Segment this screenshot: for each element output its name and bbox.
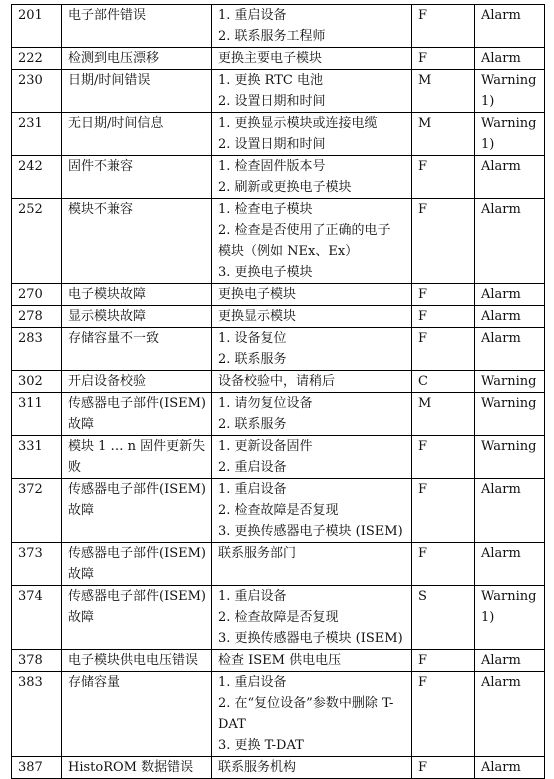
behavior-cell bbox=[475, 328, 545, 371]
remedy-cell-line: 2. 设置日期和时间 bbox=[218, 137, 326, 152]
diagnostic-code-cell: 387 bbox=[12, 757, 62, 779]
table-row bbox=[12, 5, 545, 48]
remedy-cell-line: 3. 更换 T-DAT bbox=[218, 738, 304, 753]
behavior-cell bbox=[475, 757, 545, 779]
class-cell: F bbox=[412, 48, 475, 70]
diagnostic-name-cell bbox=[62, 650, 212, 672]
diagnostic-name-cell bbox=[62, 672, 212, 757]
diagnostic-name-cell-line: 模块不兼容 bbox=[68, 202, 134, 217]
diagnostic-code-cell: 378 bbox=[12, 650, 62, 672]
remedy-cell-line: 2. 设置日期和时间 bbox=[218, 94, 326, 109]
remedy-cell bbox=[212, 113, 412, 156]
remedy-cell bbox=[212, 650, 412, 672]
behavior-cell bbox=[475, 436, 545, 479]
diagnostic-name-cell bbox=[62, 586, 212, 650]
remedy-cell bbox=[212, 436, 412, 479]
diagnostics-table-body bbox=[12, 5, 545, 779]
behavior-cell-line: Alarm bbox=[481, 309, 521, 324]
diagnostic-name-cell bbox=[62, 479, 212, 543]
diagnostic-code-cell: 383 bbox=[12, 672, 62, 757]
remedy-cell-line: 2. 联系服务工程师 bbox=[218, 29, 326, 44]
diagnostic-code-cell: 252 bbox=[12, 199, 62, 284]
diagnostic-name-cell bbox=[62, 393, 212, 436]
remedy-cell bbox=[212, 70, 412, 113]
remedy-cell-line: 联系服务部门 bbox=[218, 546, 297, 561]
table-row bbox=[12, 543, 545, 586]
remedy-cell-line: 2. 在“复位设备”参数中删除 T- bbox=[218, 696, 394, 711]
remedy-cell-line: 3. 更换电子模块 bbox=[218, 265, 313, 280]
behavior-cell-line: Alarm bbox=[481, 546, 521, 561]
behavior-cell bbox=[475, 371, 545, 393]
class-cell: F bbox=[412, 328, 475, 371]
behavior-cell-line: 1) bbox=[481, 137, 495, 152]
diagnostic-name-cell bbox=[62, 306, 212, 328]
class-cell: C bbox=[412, 371, 475, 393]
remedy-cell-line: 1. 请勿复位设备 bbox=[218, 396, 313, 411]
behavior-cell-line: Alarm bbox=[481, 159, 521, 174]
diagnostic-code-cell: 278 bbox=[12, 306, 62, 328]
behavior-cell bbox=[475, 306, 545, 328]
behavior-cell-line: Alarm bbox=[481, 482, 521, 497]
remedy-cell-line: 设备校验中，请稍后 bbox=[218, 374, 336, 389]
table-row bbox=[12, 113, 545, 156]
remedy-cell-line: 2. 检查故障是否复现 bbox=[218, 503, 339, 518]
remedy-cell bbox=[212, 586, 412, 650]
diagnostic-name-cell bbox=[62, 48, 212, 70]
diagnostic-name-cell-line: 显示模块故障 bbox=[68, 309, 147, 324]
remedy-cell-line: 1. 重启设备 bbox=[218, 589, 287, 604]
diagnostic-name-cell bbox=[62, 436, 212, 479]
diagnostic-code-cell: 230 bbox=[12, 70, 62, 113]
diagnostic-code-cell: 331 bbox=[12, 436, 62, 479]
diagnostic-code-cell: 373 bbox=[12, 543, 62, 586]
behavior-cell-line: Alarm bbox=[481, 287, 521, 302]
diagnostic-name-cell-line: 故障 bbox=[68, 610, 95, 625]
behavior-cell bbox=[475, 48, 545, 70]
class-cell: M bbox=[412, 113, 475, 156]
remedy-cell-line: 更换显示模块 bbox=[218, 309, 297, 324]
diagnostic-name-cell-line: 传感器电子部件(ISEM) bbox=[68, 396, 206, 411]
remedy-cell-line: 1. 检查固件版本号 bbox=[218, 159, 326, 174]
diagnostic-name-cell-line: 传感器电子部件(ISEM) bbox=[68, 482, 206, 497]
class-cell: F bbox=[412, 199, 475, 284]
remedy-cell-line: 联系服务机构 bbox=[218, 760, 297, 775]
remedy-cell-line: 1. 更换显示模块或连接电缆 bbox=[218, 116, 378, 131]
table-row bbox=[12, 436, 545, 479]
behavior-cell-line: 1) bbox=[481, 94, 495, 109]
diagnostic-code-cell: 311 bbox=[12, 393, 62, 436]
diagnostic-name-cell-line: 传感器电子部件(ISEM) bbox=[68, 546, 206, 561]
behavior-cell-line: 1) bbox=[481, 610, 495, 625]
diagnostic-name-cell bbox=[62, 328, 212, 371]
remedy-cell-line: 更换电子模块 bbox=[218, 287, 297, 302]
remedy-cell-line: 2. 联系服务 bbox=[218, 417, 287, 432]
behavior-cell-line: Alarm bbox=[481, 202, 521, 217]
behavior-cell bbox=[475, 479, 545, 543]
remedy-cell-line: 1. 更新设备固件 bbox=[218, 439, 313, 454]
class-cell: S bbox=[412, 586, 475, 650]
diagnostic-name-cell bbox=[62, 70, 212, 113]
remedy-cell bbox=[212, 371, 412, 393]
diagnostic-code-cell: 231 bbox=[12, 113, 62, 156]
diagnostic-code-cell: 302 bbox=[12, 371, 62, 393]
remedy-cell-line: 更换主要电子模块 bbox=[218, 51, 323, 66]
diagnostic-name-cell-line: 败 bbox=[68, 460, 82, 475]
remedy-cell bbox=[212, 757, 412, 779]
behavior-cell-line: Warning bbox=[481, 396, 537, 411]
class-cell: F bbox=[412, 650, 475, 672]
diagnostic-name-cell bbox=[62, 156, 212, 199]
diagnostic-name-cell-line: 电子模块故障 bbox=[68, 287, 147, 302]
diagnostic-name-cell-line: 检测到电压漂移 bbox=[68, 51, 160, 66]
diagnostic-name-cell-line: 开启设备校验 bbox=[68, 374, 147, 389]
behavior-cell bbox=[475, 543, 545, 586]
remedy-cell-line: 1. 重启设备 bbox=[218, 482, 287, 497]
diagnostic-name-cell bbox=[62, 199, 212, 284]
table-row bbox=[12, 393, 545, 436]
diagnostic-name-cell bbox=[62, 113, 212, 156]
behavior-cell-line: Warning bbox=[481, 73, 537, 88]
behavior-cell-line: Warning bbox=[481, 589, 537, 604]
table-row bbox=[12, 306, 545, 328]
behavior-cell bbox=[475, 199, 545, 284]
remedy-cell-line: 模块（例如 NEx、Ex） bbox=[218, 244, 359, 259]
behavior-cell bbox=[475, 672, 545, 757]
class-cell: F bbox=[412, 5, 475, 48]
diagnostic-code-cell: 222 bbox=[12, 48, 62, 70]
class-cell: F bbox=[412, 156, 475, 199]
class-cell: M bbox=[412, 393, 475, 436]
behavior-cell bbox=[475, 586, 545, 650]
diagnostic-name-cell-line: 模块 1 … n 固件更新失 bbox=[68, 439, 206, 454]
diagnostic-name-cell bbox=[62, 284, 212, 306]
diagnostic-name-cell bbox=[62, 543, 212, 586]
behavior-cell-line: Alarm bbox=[481, 653, 521, 668]
diagnostic-name-cell-line: 电子模块供电电压错误 bbox=[68, 653, 199, 668]
table-row bbox=[12, 284, 545, 306]
remedy-cell-line: 2. 刷新或更换电子模块 bbox=[218, 180, 352, 195]
diagnostic-name-cell-line: 故障 bbox=[68, 567, 95, 582]
diagnostic-name-cell-line: HistoROM 数据错误 bbox=[68, 760, 194, 775]
class-cell: F bbox=[412, 284, 475, 306]
table-row bbox=[12, 70, 545, 113]
diagnostic-code-cell: 283 bbox=[12, 328, 62, 371]
diagnostic-name-cell-line: 日期/时间错误 bbox=[68, 73, 151, 88]
behavior-cell bbox=[475, 70, 545, 113]
diagnostic-name-cell-line: 故障 bbox=[68, 503, 95, 518]
remedy-cell bbox=[212, 328, 412, 371]
behavior-cell bbox=[475, 650, 545, 672]
remedy-cell bbox=[212, 306, 412, 328]
diagnostic-code-cell: 270 bbox=[12, 284, 62, 306]
remedy-cell-line: 2. 联系服务 bbox=[218, 352, 287, 367]
diagnostics-table bbox=[11, 4, 545, 779]
remedy-cell-line: 3. 更换传感器电子模块 (ISEM) bbox=[218, 631, 403, 646]
class-cell: F bbox=[412, 543, 475, 586]
remedy-cell bbox=[212, 284, 412, 306]
remedy-cell-line: DAT bbox=[218, 717, 246, 732]
table-row bbox=[12, 156, 545, 199]
table-row bbox=[12, 586, 545, 650]
remedy-cell-line: 检查 ISEM 供电电压 bbox=[218, 653, 342, 668]
remedy-cell-line: 1. 检查电子模块 bbox=[218, 202, 313, 217]
diagnostic-name-cell-line: 存储容量不一致 bbox=[68, 331, 160, 346]
remedy-cell bbox=[212, 48, 412, 70]
diagnostic-name-cell-line: 固件不兼容 bbox=[68, 159, 134, 174]
remedy-cell-line: 1. 重启设备 bbox=[218, 8, 287, 23]
behavior-cell bbox=[475, 5, 545, 48]
class-cell: F bbox=[412, 479, 475, 543]
class-cell: F bbox=[412, 306, 475, 328]
remedy-cell bbox=[212, 479, 412, 543]
diagnostic-code-cell: 374 bbox=[12, 586, 62, 650]
behavior-cell bbox=[475, 156, 545, 199]
remedy-cell-line: 1. 设备复位 bbox=[218, 331, 287, 346]
behavior-cell-line: Warning bbox=[481, 116, 537, 131]
table-row bbox=[12, 199, 545, 284]
table-row bbox=[12, 48, 545, 70]
diagnostic-name-cell bbox=[62, 371, 212, 393]
diagnostic-code-cell: 201 bbox=[12, 5, 62, 48]
remedy-cell-line: 1. 重启设备 bbox=[218, 675, 287, 690]
behavior-cell bbox=[475, 284, 545, 306]
remedy-cell-line: 3. 更换传感器电子模块 (ISEM) bbox=[218, 524, 403, 539]
remedy-cell bbox=[212, 156, 412, 199]
behavior-cell-line: Alarm bbox=[481, 51, 521, 66]
remedy-cell-line: 2. 检查故障是否复现 bbox=[218, 610, 339, 625]
diagnostic-name-cell-line: 存储容量 bbox=[68, 675, 121, 690]
table-row bbox=[12, 650, 545, 672]
diagnostic-name-cell-line: 电子部件错误 bbox=[68, 8, 147, 23]
behavior-cell-line: Warning bbox=[481, 374, 537, 389]
diagnostic-code-cell: 372 bbox=[12, 479, 62, 543]
behavior-cell-line: Alarm bbox=[481, 675, 521, 690]
diagnostic-name-cell bbox=[62, 5, 212, 48]
diagnostic-name-cell-line: 无日期/时间信息 bbox=[68, 116, 164, 131]
class-cell: M bbox=[412, 70, 475, 113]
table-row bbox=[12, 371, 545, 393]
behavior-cell-line: Alarm bbox=[481, 8, 521, 23]
class-cell: F bbox=[412, 672, 475, 757]
diagnostic-name-cell bbox=[62, 757, 212, 779]
remedy-cell bbox=[212, 672, 412, 757]
behavior-cell-line: Alarm bbox=[481, 760, 521, 775]
class-cell: F bbox=[412, 757, 475, 779]
behavior-cell bbox=[475, 113, 545, 156]
behavior-cell-line: Warning bbox=[481, 439, 537, 454]
remedy-cell bbox=[212, 5, 412, 48]
table-row bbox=[12, 479, 545, 543]
diagnostic-name-cell-line: 故障 bbox=[68, 417, 95, 432]
diagnostic-code-cell: 242 bbox=[12, 156, 62, 199]
class-cell: F bbox=[412, 436, 475, 479]
remedy-cell-line: 1. 更换 RTC 电池 bbox=[218, 73, 323, 88]
behavior-cell-line: Alarm bbox=[481, 331, 521, 346]
table-row bbox=[12, 757, 545, 779]
table-row bbox=[12, 672, 545, 757]
remedy-cell bbox=[212, 199, 412, 284]
remedy-cell-line: 2. 重启设备 bbox=[218, 460, 287, 475]
table-row bbox=[12, 328, 545, 371]
behavior-cell bbox=[475, 393, 545, 436]
remedy-cell bbox=[212, 543, 412, 586]
diagnostic-name-cell-line: 传感器电子部件(ISEM) bbox=[68, 589, 206, 604]
remedy-cell bbox=[212, 393, 412, 436]
remedy-cell-line: 2. 检查是否使用了正确的电子 bbox=[218, 223, 391, 238]
